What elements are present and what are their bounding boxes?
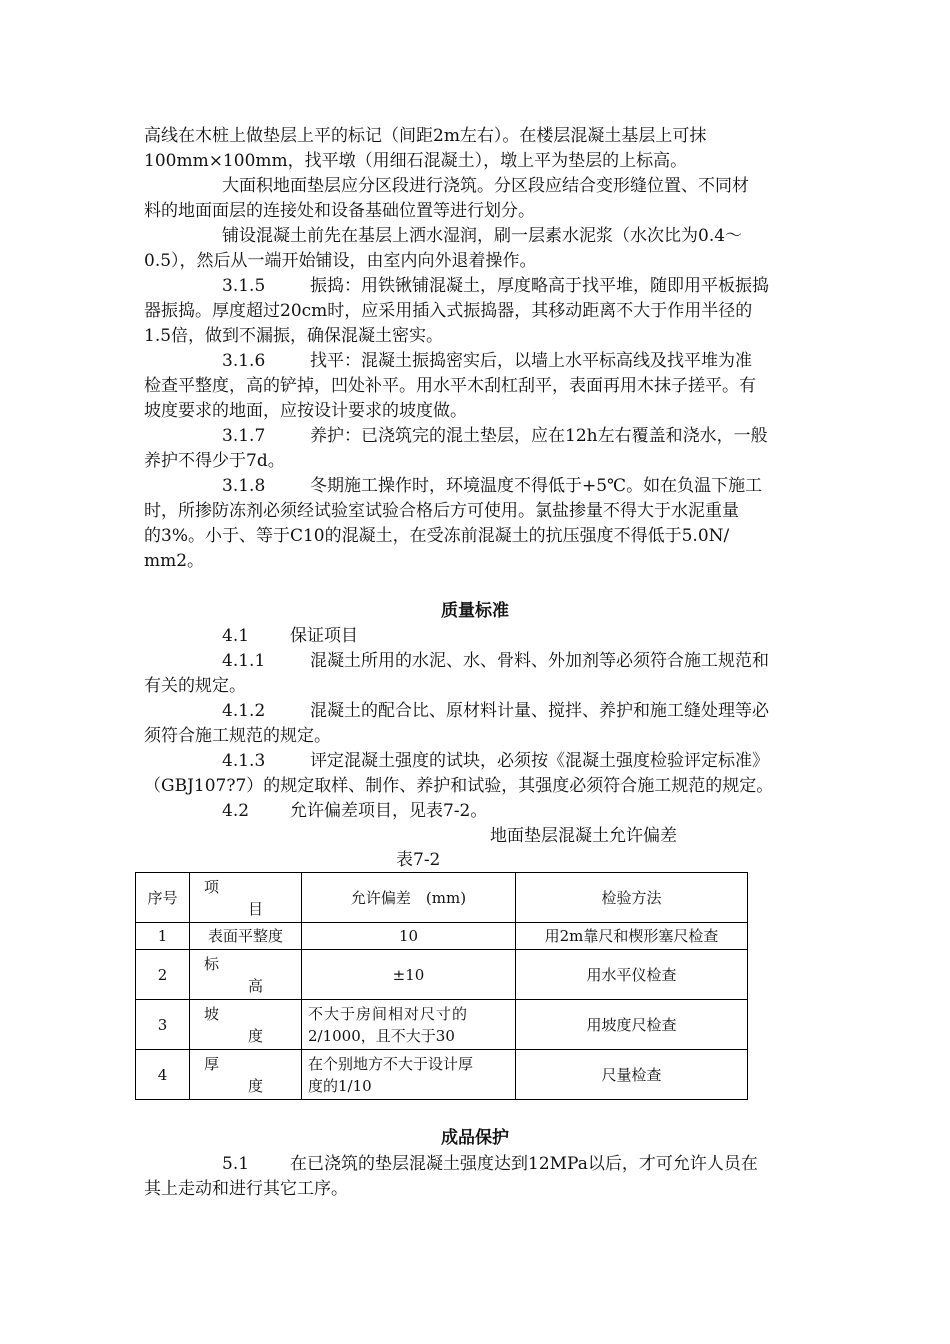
cell-item	[190, 1050, 302, 1100]
paragraph-line: 1.5倍，做到不漏振，确保混凝土密实。	[144, 326, 444, 346]
clause-number: 4.1.1	[222, 651, 266, 671]
clause-text: 振捣：用铁锹铺混凝土，厚度略高于找平堆，随即用平板振捣	[310, 276, 769, 296]
cell-item	[190, 1000, 302, 1050]
paragraph-line: 器振捣。厚度超过20cm时，应采用插入式振捣器，其移动距离不大于作用半径的	[144, 301, 753, 321]
clause-text: 在已浇筑的垫层混凝土强度达到12MPa以后，才可允许人员在	[290, 1154, 758, 1174]
clause-number: 4.1	[222, 626, 250, 646]
paragraph-line: 大面积地面垫层应分区段进行浇筑。分区段应结合变形缝位置、不同材	[222, 176, 749, 196]
cell-deviation-line: 在个别地方不大于设计厚	[308, 1054, 474, 1073]
clause-number: 3.1.6	[222, 351, 266, 371]
cell-deviation	[302, 1050, 516, 1100]
cell-no: 1	[136, 923, 190, 950]
clause-4-1	[144, 624, 810, 648]
table-row	[136, 950, 748, 1000]
table-row	[136, 1000, 748, 1050]
clause-text: 评定混凝土强度的试块，必须按《混凝土强度检验评定标准》	[310, 751, 769, 771]
paragraph-line: 100mm×100mm，找平墩（用细石混凝土），墩上平为垫层的上标高。	[144, 151, 688, 171]
section-heading-quality: 质量标准	[441, 601, 509, 621]
paragraph-line: 其上走动和进行其它工序。	[144, 1179, 348, 1199]
paragraph-line: 时，所掺防冻剂必须经试验室试验合格后方可使用。氯盐掺量不得大于水泥重量	[144, 501, 739, 521]
clause-number: 4.1.2	[222, 701, 266, 721]
header-item-part: 目	[247, 899, 263, 918]
header-cell-deviation: 允许偏差 (mm)	[302, 873, 516, 923]
clause-4-1-1	[144, 649, 810, 673]
cell-deviation-line: 度的1/10	[308, 1076, 372, 1095]
header-cell-method: 检验方法	[516, 873, 748, 923]
clause-number: 4.1.3	[222, 751, 266, 771]
clause-5-1	[144, 1152, 810, 1176]
cell-method: 用坡度尺检查	[516, 1000, 748, 1050]
clause-3-1-7	[144, 424, 810, 448]
paragraph-line: 铺设混凝土前先在基层上洒水湿润，刷一层素水泥浆（水次比为0.4～	[222, 226, 743, 246]
table-header-row	[136, 873, 748, 923]
cell-method: 尺量检查	[516, 1050, 748, 1100]
cell-item	[190, 950, 302, 1000]
header-cell-item	[190, 873, 302, 923]
cell-item-part: 标	[204, 954, 220, 973]
paragraph-line: 高线在木桩上做垫层上平的标记（间距2m左右）。在楼层混凝土基层上可抹	[144, 126, 707, 146]
paragraph-line: （GBJ107?7）的规定取样、制作、养护和试验，其强度必须符合施工规范的规定。	[144, 776, 774, 796]
cell-deviation-line: 2/1000，且不大于30	[308, 1026, 455, 1045]
paragraph-line: 的3%。小于、等于C10的混凝土，在受冻前混凝土的抗压强度不得低于5.0N/	[144, 526, 730, 546]
table-row	[136, 923, 748, 950]
clause-4-1-2	[144, 699, 810, 723]
clause-text: 冬期施工操作时，环境温度不得低于+5℃。如在负温下施工	[310, 476, 763, 496]
cell-deviation-line: 不大于房间相对尺寸的	[308, 1004, 469, 1023]
cell-method: 用2m靠尺和楔形塞尺检查	[516, 923, 748, 950]
clause-text: 找平：混凝土振捣密实后，以墙上水平标高线及找平堆为准	[310, 351, 752, 371]
cell-no: 4	[136, 1050, 190, 1100]
clause-number: 3.1.7	[222, 426, 266, 446]
clause-number: 3.1.5	[222, 276, 266, 296]
clause-number: 3.1.8	[222, 476, 266, 496]
cell-method: 用水平仪检查	[516, 950, 748, 1000]
clause-3-1-8	[144, 474, 810, 498]
cell-item-part: 高	[247, 976, 263, 995]
clause-text: 允许偏差项目，见表7-2。	[290, 801, 488, 821]
header-cell-no: 序号	[136, 873, 190, 923]
header-item-part: 项	[204, 877, 220, 896]
clause-4-1-3	[144, 749, 810, 773]
paragraph-line: 须符合施工规范的规定。	[144, 726, 331, 746]
cell-item: 表面平整度	[190, 923, 302, 950]
paragraph-line: mm2。	[144, 551, 205, 571]
clause-text: 保证项目	[290, 626, 358, 646]
cell-item-part: 坡	[204, 1004, 220, 1023]
table-row	[136, 1050, 748, 1100]
cell-no: 3	[136, 1000, 190, 1050]
paragraph-line: 养护不得少于7d。	[144, 451, 285, 471]
table-number: 表7-2	[396, 850, 441, 870]
section-heading-protection: 成品保护	[441, 1128, 509, 1148]
paragraph-line: 有关的规定。	[144, 676, 246, 696]
table-title: 地面垫层混凝土允许偏差	[490, 826, 677, 846]
clause-3-1-6	[144, 349, 810, 373]
cell-no: 2	[136, 950, 190, 1000]
paragraph-line: 0.5），然后从一端开始铺设，由室内向外退着操作。	[144, 251, 537, 271]
cell-item-part: 度	[247, 1076, 263, 1095]
paragraph-line: 坡度要求的地面，应按设计要求的坡度做。	[144, 401, 467, 421]
deviation-table	[135, 872, 748, 1100]
cell-deviation: ±10	[302, 950, 516, 1000]
paragraph-line: 料的地面面层的连接处和设备基础位置等进行划分。	[144, 201, 535, 221]
cell-deviation: 10	[302, 923, 516, 950]
clause-4-2	[144, 799, 810, 823]
cell-item-part: 度	[247, 1026, 263, 1045]
cell-deviation	[302, 1000, 516, 1050]
clause-3-1-5	[144, 274, 810, 298]
clause-number: 5.1	[222, 1154, 250, 1174]
cell-item-part: 厚	[204, 1054, 220, 1073]
clause-number: 4.2	[222, 801, 250, 821]
clause-text: 养护：已浇筑完的混土垫层，应在12h左右覆盖和浇水，一般	[310, 426, 768, 446]
clause-text: 混凝土的配合比、原材料计量、搅拌、养护和施工缝处理等必	[310, 701, 769, 721]
clause-text: 混凝土所用的水泥、水、骨料、外加剂等必须符合施工规范和	[310, 651, 769, 671]
paragraph-line: 检查平整度，高的铲掉，凹处补平。用水平木刮杠刮平，表面再用木抹子搓平。有	[144, 376, 756, 396]
